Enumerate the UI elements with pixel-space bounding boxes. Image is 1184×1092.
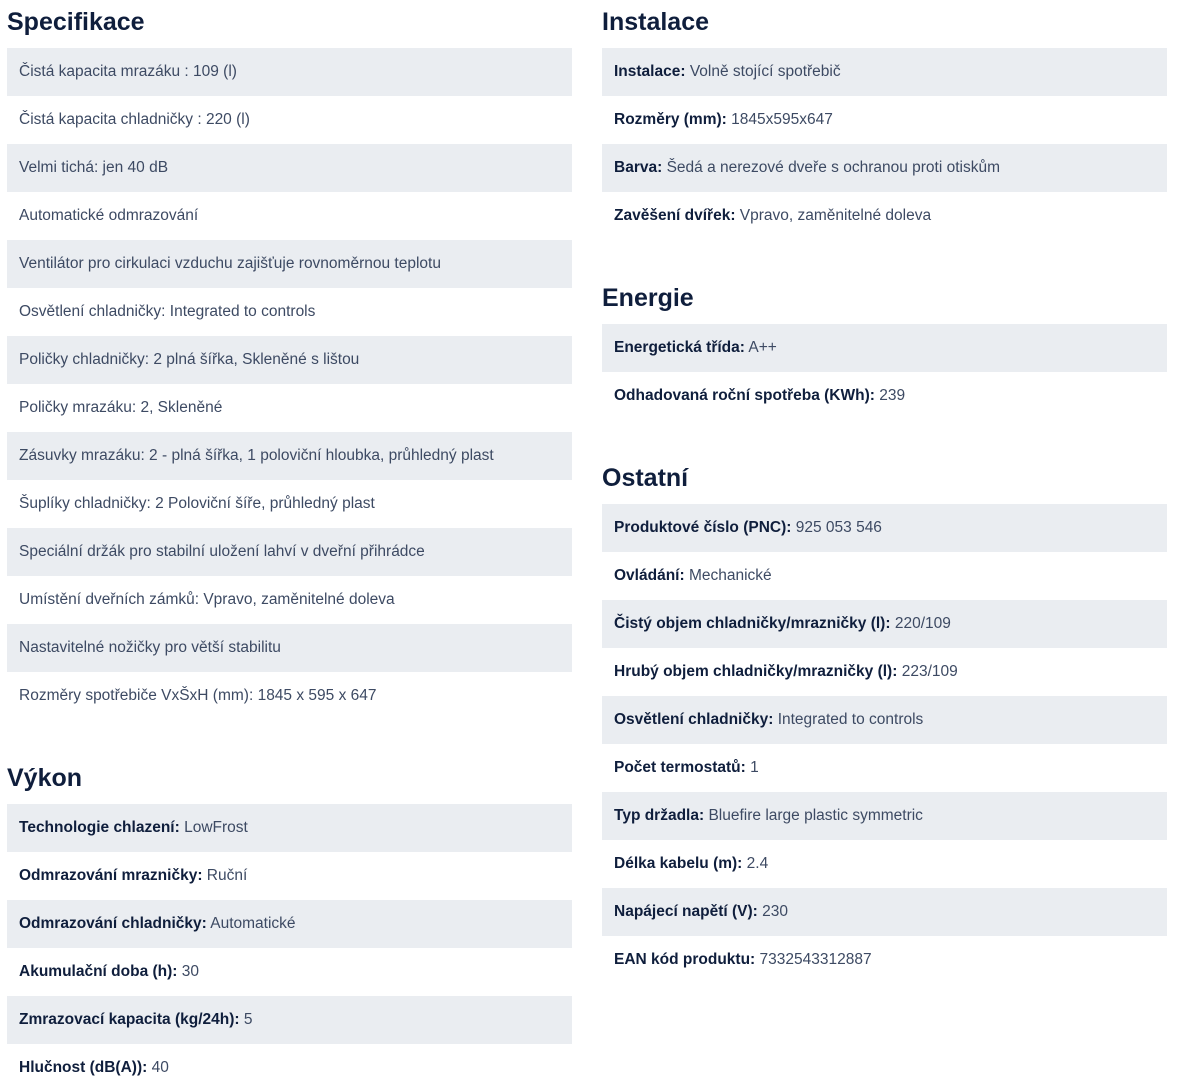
row-key: Odmrazování mrazničky: (19, 867, 203, 884)
row-value: Automatické (210, 915, 296, 932)
row-value: Šedá a nerezové dveře s ochranou proti otiskům (666, 159, 1001, 176)
instalace-row (602, 48, 1167, 96)
vykon-list (7, 804, 572, 1092)
spec-row: Čistá kapacita mrazáku : 109 (l) (7, 48, 572, 96)
spec-list (7, 48, 572, 720)
spec-row: Rozměry spotřebiče VxŠxH (mm): 1845 x 595 x 647 (19, 687, 377, 704)
instalace-row (602, 144, 1167, 192)
row-key: Odhadovaná roční spotřeba (KWh): (614, 387, 875, 404)
row-value: A++ (748, 339, 777, 356)
row-key: Hrubý objem chladničky/mrazničky (l): (614, 663, 898, 680)
ostatni-row (602, 504, 1167, 552)
spec-row: Automatické odmrazování (19, 207, 199, 224)
row-key: Zavěšení dvířek: (614, 207, 736, 224)
ostatni-row (602, 552, 1167, 600)
row-value: 2.4 (746, 855, 769, 872)
ostatni-row (602, 792, 1167, 840)
section-spacer (7, 720, 572, 756)
spec-row: Velmi tichá: jen 40 dB (7, 144, 572, 192)
row-value: 30 (181, 963, 200, 980)
left-column (7, 0, 572, 1092)
section-title-energie: Energie (602, 284, 694, 312)
row-value: Bluefire large plastic symmetric (708, 807, 923, 824)
row-value: 40 (151, 1059, 169, 1076)
row-key: EAN kód produktu: (614, 951, 756, 968)
section-spacer (602, 420, 1167, 456)
row-value: 7332543312887 (759, 951, 872, 968)
energie-row (602, 324, 1167, 372)
section-title-ostatni: Ostatní (602, 464, 689, 492)
row-value: Integrated to controls (777, 711, 924, 728)
section-title-specifikace: Specifikace (7, 8, 145, 36)
row-value: 223/109 (901, 663, 958, 680)
row-key: Čistý objem chladničky/mrazničky (l): (614, 615, 891, 632)
row-value: 1 (750, 759, 759, 776)
instalace-row (602, 192, 1167, 240)
row-key: Energetická třída: (614, 339, 745, 356)
vykon-row (7, 804, 572, 852)
ostatni-row (602, 696, 1167, 744)
row-value: 220/109 (894, 615, 951, 632)
row-key: Produktové číslo (PNC): (614, 519, 792, 536)
energie-list (602, 324, 1167, 420)
ostatni-row (602, 648, 1167, 696)
row-key: Instalace: (614, 63, 686, 80)
spec-row: Ventilátor pro cirkulaci vzduchu zajišťuje rovnoměrnou teplotu (7, 240, 572, 288)
row-value: Vpravo, zaměnitelné doleva (739, 207, 932, 224)
spec-row: Šuplíky chladničky: 2 Poloviční šíře, průhledný plast (19, 495, 375, 512)
spec-row: Umístění dveřních zámků: Vpravo, zaměnitelné doleva (19, 591, 395, 608)
ostatni-list (602, 504, 1167, 984)
spec-row: Poličky chladničky: 2 plná šířka, Skleněné s lištou (7, 336, 572, 384)
right-column (602, 0, 1167, 984)
row-key: Akumulační doba (h): (19, 963, 178, 980)
row-value: 5 (243, 1011, 253, 1028)
ostatni-row (602, 744, 1167, 792)
spec-row: Nastavitelné nožičky pro větší stabilitu (7, 624, 572, 672)
section-vykon (7, 756, 572, 1092)
row-value: LowFrost (184, 819, 248, 836)
row-key: Odmrazování chladničky: (19, 915, 207, 932)
section-energie (602, 276, 1167, 420)
row-value: 1845x595x647 (731, 111, 833, 128)
row-key: Délka kabelu (m): (614, 855, 743, 872)
row-key: Napájecí napětí (V): (614, 903, 758, 920)
row-key: Rozměry (mm): (614, 111, 727, 128)
row-key: Typ držadla: (614, 807, 705, 824)
vykon-row (7, 900, 572, 948)
vykon-row (7, 996, 572, 1044)
section-spacer (602, 240, 1167, 276)
section-instalace (602, 0, 1167, 240)
row-key: Hlučnost (dB(A)): (19, 1059, 148, 1076)
energie-row (602, 372, 1167, 420)
spec-row: Poličky mrazáku: 2, Skleněné (19, 399, 223, 416)
spec-row: Čistá kapacita chladničky : 220 (l) (19, 111, 250, 128)
row-key: Technologie chlazení: (19, 819, 180, 836)
row-value: 925 053 546 (795, 519, 882, 536)
row-value: 239 (879, 387, 906, 404)
row-value: Volně stojící spotřebič (689, 63, 841, 80)
section-ostatni (602, 456, 1167, 984)
section-title-instalace: Instalace (602, 8, 710, 36)
row-key: Osvětlení chladničky: (614, 711, 774, 728)
row-key: Barva: (614, 159, 663, 176)
row-key: Zmrazovací kapacita (kg/24h): (19, 1011, 240, 1028)
spec-row: Osvětlení chladničky: Integrated to controls (19, 303, 316, 320)
row-key: Počet termostatů: (614, 759, 746, 776)
vykon-row (7, 948, 572, 996)
ostatni-row (602, 600, 1167, 648)
instalace-list (602, 48, 1167, 240)
section-title-vykon: Výkon (7, 764, 83, 792)
spec-row: Zásuvky mrazáku: 2 - plná šířka, 1 poloviční hloubka, průhledný plast (7, 432, 572, 480)
row-key: Ovládání: (614, 567, 685, 584)
row-value: Mechanické (688, 567, 772, 584)
instalace-row (602, 96, 1167, 144)
ostatni-row (602, 840, 1167, 888)
vykon-row (7, 852, 572, 900)
ostatni-row (602, 888, 1167, 936)
row-value: 230 (762, 903, 789, 920)
spec-row: Speciální držák pro stabilní uložení lahví v dveřní přihrádce (7, 528, 572, 576)
section-specifikace (7, 0, 572, 720)
ostatni-row (602, 936, 1167, 984)
row-value: Ruční (206, 867, 248, 884)
vykon-row (7, 1044, 572, 1092)
